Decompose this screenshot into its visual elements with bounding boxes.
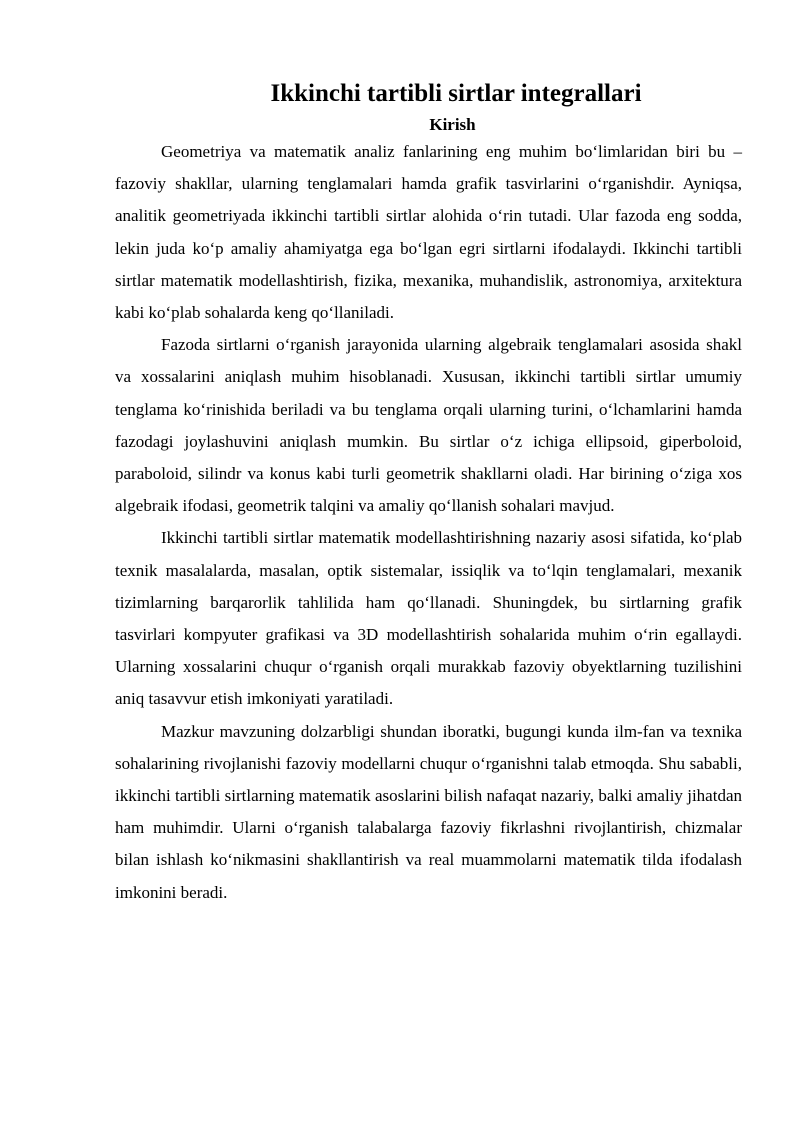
paragraph-4: Mazkur mavzuning dolzarbligi shundan iboratki, bugungi kunda ilm-fan va texnika sohalarining rivojlanishi fazoviy modellarni chuqur o‘rganishni talab etmoqda. Shu sababli, ikkinchi tartibli sirtlarning matematik asoslarini bilish nafaqat nazariy, balki amaliy jihatdan ham muhimdir. Ularni o‘rganish talabalarga fazoviy fikrlashni rivojlantirish, chizmalar bilan ishlash ko‘nikmasini shakllantirish va real muammolarni matematik tilda ifodalash imkonini beradi. [115, 721, 742, 902]
section-heading: Kirish [429, 115, 476, 134]
paragraph-1: Geometriya va matematik analiz fanlarining eng muhim bo‘limlaridan biri bu – fazoviy shakllar, ularning tenglamalari hamda grafik tasvirlarini o‘rganishdir. Ayniqsa, analitik geometriyada ikkinchi tartibli sirtlar alohida o‘rin tutadi. Ular fazoda eng sodda, lekin juda ko‘p amaliy ahamiyatga ega bo‘lgan egri sirtlarni ifodalaydi. Ikkinchi tartibli sirtlar matematik modellashtirish, fizika, mexanika, muhandislik, astronomiya, arxitektura kabi ko‘plab sohalarda keng qo‘llaniladi. [115, 142, 742, 323]
page-title: Ikkinchi tartibli sirtlar integrallari [270, 80, 642, 107]
document-page [115, 76, 742, 909]
paragraph-2: Fazoda sirtlarni o‘rganish jarayonida ularning algebraik tenglamalari asosida shakl va xossalarini aniqlash muhim hisoblanadi. Xususan, ikkinchi tartibli sirtlar umumiy tenglama ko‘rinishida beriladi va bu tenglama orqali ularning turini, o‘lchamlarini hamda fazodagi joylashuvini aniqlash mumkin. Bu sirtlar o‘z ichiga ellipsoid, giperboloid, paraboloid, silindr va konus kabi turli geometrik shakllarni oladi. Har birining o‘ziga xos algebraik ifodasi, geometrik talqini va amaliy qo‘llanish sohalari mavjud. [115, 335, 742, 516]
paragraph-3: Ikkinchi tartibli sirtlar matematik modellashtirishning nazariy asosi sifatida, ko‘plab texnik masalalarda, masalan, optik sistemalar, issiqlik va to‘lqin tenglamalari, mexanik tizimlarning barqarorlik tahlilida ham qo‘llanadi. Shuningdek, bu sirtlarning grafik tasvirlari kompyuter grafikasi va 3D modellashtirish sohalarida muhim o‘rin egallaydi. Ularning xossalarini chuqur o‘rganish orqali murakkab fazoviy obyektlarning tuzilishini aniq tasavvur etish imkoniyati yaratiladi. [115, 528, 742, 709]
